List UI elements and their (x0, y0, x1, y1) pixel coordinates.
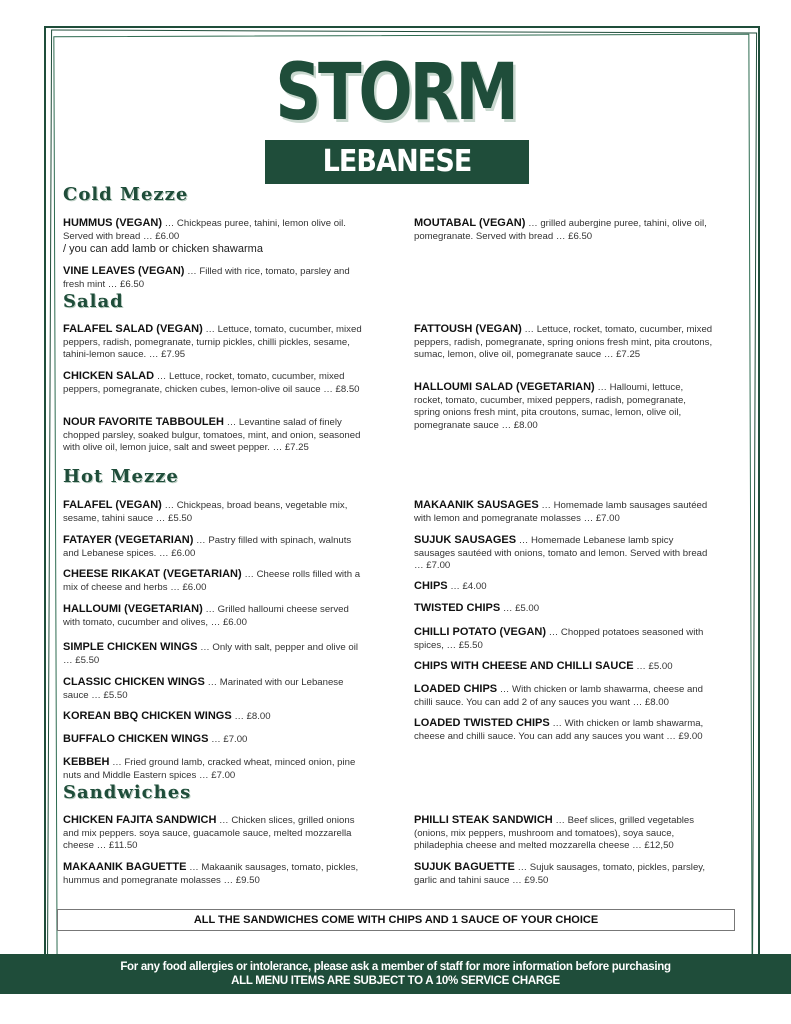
menu-item: NOUR FAVORITE TABBOULEH … Levantine salad of finely chopped parsley, soaked bulgur, tomatoes, mint, and onion, seasoned with olive oil, lemon juice, salt and sweet pepper. … £7.25 (63, 416, 361, 453)
menu-item: LOADED CHIPS … With chicken or lamb shawarma, cheese and chilli sauce. You can add 2 of any sauces you want … £8.00 (414, 683, 703, 708)
menu-item: FATTOUSH (VEGAN) … Lettuce, rocket, tomato, cucumber, mixed peppers, radish, pomegranate, spring onions fresh mint, pita croutons, sumac, lemon, olive oil, pomegranate sauce … £7.25 (414, 323, 713, 360)
menu-item: BUFFALO CHICKEN WINGS … £7.00 (63, 733, 248, 745)
menu-item: PHILLI STEAK SANDWICH … Beef slices, grilled vegetables (onions, mix peppers, mushroom and tomatoes), soya sauce, philadephia cheese and melted mozzarella cheese … £12,50 (414, 814, 695, 851)
menu-item: KOREAN BBQ CHICKEN WINGS … £8.00 (63, 710, 271, 722)
menu-item: MAKAANIK SAUSAGES … Homemade lamb sausages sautéed with lemon and pomegranate molasses … £7.00 (414, 499, 708, 524)
menu-item: HUMMUS (VEGAN) … Chickpeas puree, tahini, lemon olive oil. Served with bread … £6.00 / you can add lamb or chicken shawarma (63, 217, 346, 255)
menu-item: SUJUK SAUSAGES … Homemade Lebanese lamb spicy sausages sautéed with onions, tomato and lemon. Served with bread … £7.00 (414, 534, 708, 571)
menu-item: FALAFEL (VEGAN) … Chickpeas, broad beans, vegetable mix, sesame, tahini sauce … £5.50 (63, 499, 348, 524)
menu-item: TWISTED CHIPS … £5.00 (414, 602, 540, 614)
menu-item: CHIPS WITH CHEESE AND CHILLI SAUCE … £5.00 (414, 660, 673, 672)
menu-item: MOUTABAL (VEGAN) … grilled aubergine puree, tahini, olive oil, pomegranate. Served with bread … £6.50 (414, 217, 707, 242)
menu-item: MAKAANIK BAGUETTE … Makaanik sausages, tomato, pickles, hummus and pomegranate molasses … £9.50 (63, 861, 359, 886)
menu-item: HALLOUMI (VEGETARIAN) … Grilled halloumi cheese served with tomato, cucumber and olives, … £6.00 (63, 603, 349, 628)
menu-item: CLASSIC CHICKEN WINGS … Marinated with our Lebanese sauce … £5.50 (63, 676, 344, 701)
menu-item: CHICKEN SALAD … Lettuce, rocket, tomato, cucumber, mixed peppers, pomegranate, chicken cubes, lemon-olive oil sauce … £8.50 (63, 370, 360, 395)
menu-item: CHEESE RIKAKAT (VEGETARIAN) … Cheese rolls filled with a mix of cheese and herbs … £6.00 (63, 568, 361, 593)
menu-item: SIMPLE CHICKEN WINGS … Only with salt, pepper and olive oil … £5.50 (63, 641, 358, 666)
footer-bar (0, 954, 791, 994)
menu-item: LOADED TWISTED CHIPS … With chicken or lamb shawarma, cheese and chilli sauce. You can add any sauces you want … £9.00 (414, 717, 704, 742)
restaurant-title: STORM (275, 48, 516, 138)
menu-item: SUJUK BAGUETTE … Sujuk sausages, tomato, pickles, parsley, garlic and tahini sauce … £9.50 (414, 861, 706, 886)
allergy-notice: For any food allergies or intolerance, please ask a member of staff for more information before purchasing (120, 961, 671, 973)
service-charge-notice: ALL MENU ITEMS ARE SUBJECT TO A 10% SERVICE CHARGE (231, 975, 560, 987)
menu-item: CHILLI POTATO (VEGAN) … Chopped potatoes seasoned with spices, … £5.50 (414, 626, 704, 651)
menu-item: KEBBEH … Fried ground lamb, cracked wheat, minced onion, pine nuts and Middle Eastern spices … £7.00 (63, 756, 356, 781)
menu-item: VINE LEAVES (VEGAN) … Filled with rice, tomato, parsley and fresh mint … £6.50 (63, 265, 350, 290)
menu-item: FALAFEL SALAD (VEGAN) … Lettuce, tomato, cucumber, mixed peppers, radish, pomegranate, turnip pickles, chilli pickles, sesame, tahini-lemon sauce. … £7.95 (63, 323, 362, 360)
section-heading-cold-mezze: Cold Mezze (63, 184, 189, 205)
menu-item: FATAYER (VEGETARIAN) … Pastry filled with spinach, walnuts and Lebanese spices. … £6.00 (63, 534, 352, 559)
restaurant-subtitle: LEBANESE MEZZE (265, 140, 529, 184)
section-heading-sandwiches: Sandwiches (63, 782, 192, 803)
section-heading-hot-mezze: Hot Mezze (63, 466, 179, 487)
menu-item: HALLOUMI SALAD (VEGETARIAN) … Halloumi, lettuce, rocket, tomato, cucumber, mixed peppers, radish, pomegranate, spring onions fresh mint, pita croutons, sumac, lemon, olive oil, pomegranate sauce … £8.00 (414, 381, 686, 431)
menu-item: CHIPS … £4.00 (414, 580, 487, 592)
sandwich-notice-banner: ALL THE SANDWICHES COME WITH CHIPS AND 1 SAUCE OF YOUR CHOICE (57, 909, 735, 931)
section-heading-salad: Salad (63, 291, 124, 312)
menu-item: CHICKEN FAJITA SANDWICH … Chicken slices, grilled onions and mix peppers. soya sauce, guacamole sauce, melted mozzarella cheese … £11.50 (63, 814, 355, 851)
